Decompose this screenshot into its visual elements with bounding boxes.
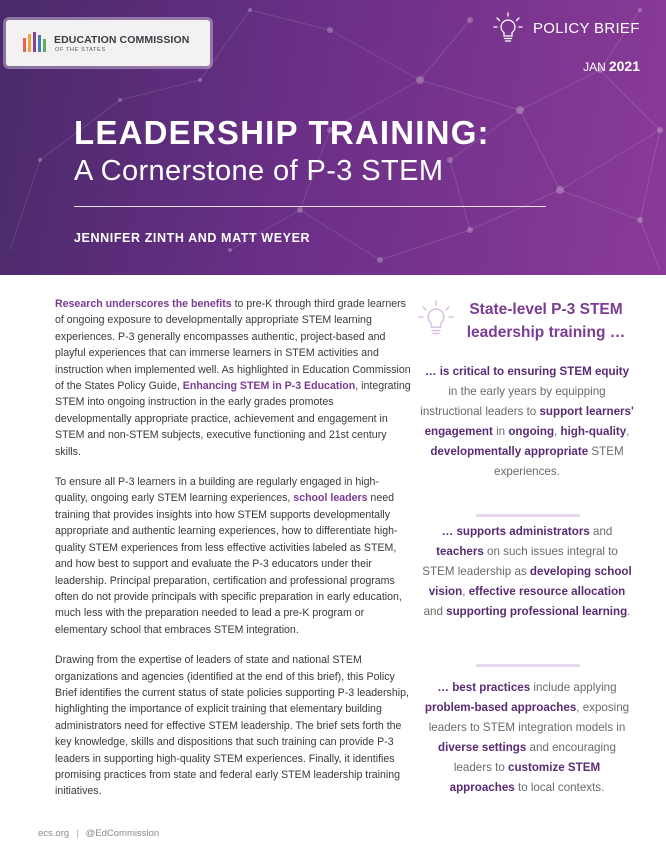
- sidebar-emphasis: customize STEM approaches: [449, 761, 601, 794]
- paragraph-1: [55, 296, 411, 460]
- document-type: POLICY BRIEF: [533, 20, 640, 37]
- link-enhancing-stem[interactable]: Enhancing STEM in P-3 Education: [182, 380, 356, 393]
- sidebar-title: State-level P-3 STEM leadership training …: [466, 301, 626, 341]
- sidebar-emphasis: high-quality: [560, 425, 627, 438]
- sidebar-emphasis: diverse settings: [438, 741, 527, 754]
- sidebar-point-2-lead: … supports administrators: [441, 525, 590, 538]
- sidebar-text: ,: [626, 425, 630, 438]
- logo-subtitle: OF THE STATES: [55, 47, 106, 53]
- sidebar-text: include applying: [530, 681, 617, 694]
- sidebar-point-3: [420, 678, 634, 798]
- sidebar-emphasis: problem-based approaches: [424, 701, 577, 714]
- sidebar-emphasis: teachers: [436, 545, 484, 558]
- sidebar-text: and encouraging leaders to: [453, 741, 616, 774]
- sidebar-divider: [476, 664, 580, 667]
- sidebar-text: ,: [462, 585, 469, 598]
- lightbulb-icon: [418, 300, 454, 340]
- paragraph-2: [55, 474, 411, 638]
- link-school-leaders[interactable]: school leaders: [293, 492, 368, 505]
- footer-social-handle[interactable]: @EdCommission: [85, 828, 160, 839]
- title-line-1: LEADERSHIP TRAINING:: [74, 114, 490, 151]
- publication-date: [583, 58, 640, 74]
- sidebar-text: ,: [554, 425, 561, 438]
- date-month: JAN: [583, 60, 606, 74]
- main-body: [55, 296, 411, 814]
- sidebar-emphasis: support learners' engagement: [424, 405, 634, 438]
- sidebar-emphasis: supporting professional learning: [446, 605, 628, 618]
- sidebar-text: in: [492, 425, 509, 438]
- ecs-logo-icon: [22, 32, 48, 52]
- sidebar-emphasis: effective resource allocation: [468, 585, 626, 598]
- sidebar-point-2: [420, 522, 634, 622]
- sidebar-text: to local contexts.: [514, 781, 605, 794]
- sidebar-text: in the early years by equipping instructional leaders to: [420, 385, 606, 418]
- sidebar-point-3-lead: … best practices: [437, 681, 531, 694]
- sidebar-emphasis: developing school vision: [428, 565, 632, 598]
- header-banner: [0, 0, 666, 275]
- paragraph-1-text-b: , integrating STEM into ongoing instruction in the early grades promotes developmentally appropriate practice, achievement and engagement in STEM and non-STEM subjects, executive functioning and 21st century skills.: [55, 380, 411, 458]
- authors: JENNIFER ZINTH AND MATT WEYER: [74, 231, 311, 245]
- link-research-benefits[interactable]: Research underscores the benefits: [55, 298, 232, 310]
- sidebar-point-1: [420, 362, 634, 482]
- date-year: 2021: [608, 58, 640, 74]
- sidebar-emphasis: developmentally appropriate: [430, 445, 589, 458]
- footer: [38, 828, 159, 839]
- paragraph-3: Drawing from the expertise of leaders of state and national STEM organizations and agencies (identified at the end of this brief), this Policy Brief identifies the current status of state policies supporting P-3 leadership, highlighting the importance of explicit training that elementary building administrators need for effective STEM leadership. The brief sets forth the key knowledge, skills and dispositions that such training can provide P-3 leaders in supporting high-quality STEM experiences. Finally, it identifies promising practices from state and federal early STEM leadership training initiatives.: [55, 654, 409, 798]
- paragraph-2-text-a: To ensure all P-3 learners in a building are regularly engaged in high-quality, ongoing early STEM learning experiences,: [55, 476, 379, 505]
- sidebar-text: on such issues integral to STEM leadership as: [422, 545, 618, 578]
- paragraph-2-text-b: need training that provides insights into how STEM supports developmentally appropriate and authentic learning experiences, how to differentiate high-quality STEM experiences from less effective activities labeled as STEM, and how best to support and evaluate the P-3 educators under their leadership. Principal preparation, certification and professional programs often do not provide principals with specific preparation in early education, much less with the preparation needed to lead a pre-K program or elementary school that embraces STEM integration.: [55, 492, 402, 636]
- sidebar-text: .: [627, 605, 631, 618]
- title-line-2: A Cornerstone of P-3 STEM: [74, 155, 444, 187]
- lightbulb-icon: [492, 12, 524, 44]
- ecs-logo[interactable]: [6, 20, 210, 66]
- footer-site-link[interactable]: ecs.org: [38, 828, 70, 839]
- sidebar-text: , exposing leaders to STEM integration models in: [428, 701, 630, 734]
- sidebar-text: and: [589, 525, 613, 538]
- footer-separator: |: [76, 828, 79, 839]
- title-divider: [74, 206, 546, 207]
- sidebar-text: and: [423, 605, 447, 618]
- sidebar-point-1-lead: … is critical to ensuring STEM equity: [424, 365, 630, 378]
- sidebar-divider: [476, 514, 580, 517]
- sidebar-emphasis: ongoing: [508, 425, 555, 438]
- logo-name: EDUCATION COMMISSION: [54, 34, 190, 46]
- paragraph-1-text-a: to pre-K through third grade learners of ongoing exposure to developmentally appropriate STEM learning experiences. P-3 generally encompasses authentic, project-based and playful experiences that can immerse learners in STEM activities and instruction when implemented well. As highlighted in Education Commission of the States Policy Guide,: [55, 298, 411, 393]
- sidebar-text: STEM experiences.: [494, 445, 624, 478]
